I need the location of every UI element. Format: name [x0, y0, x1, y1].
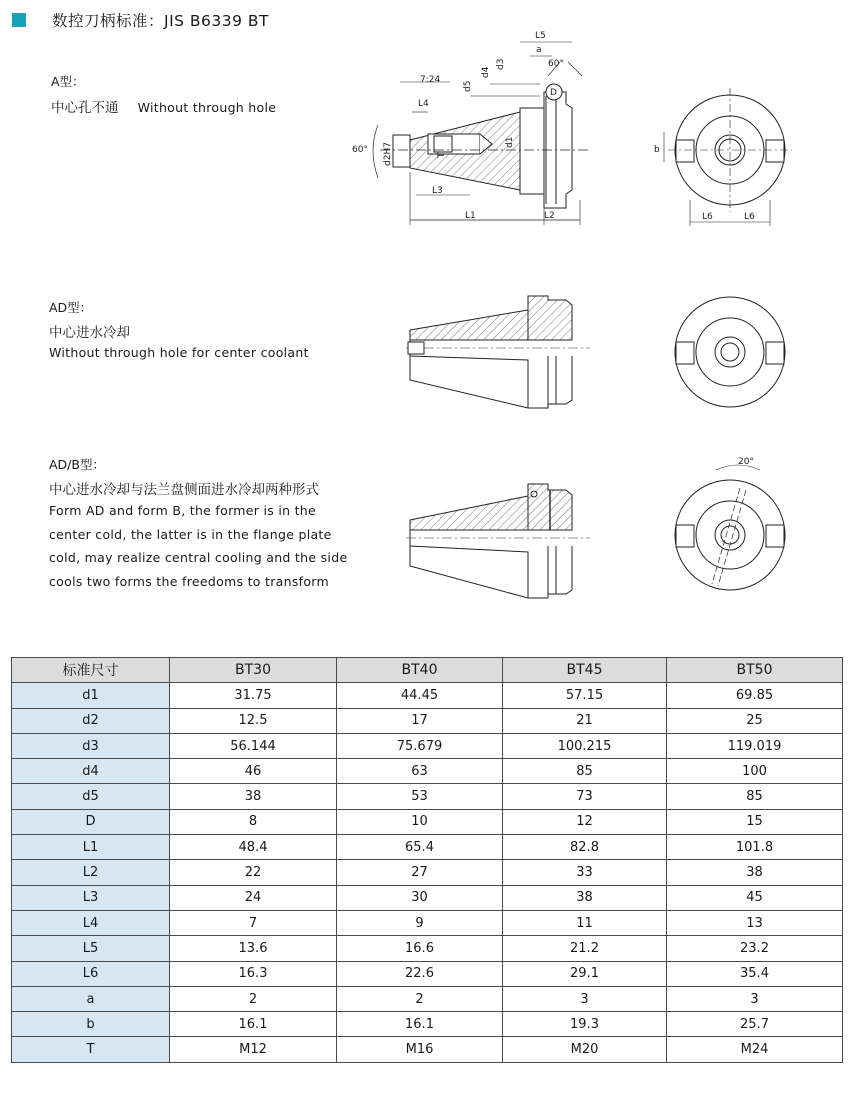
- value-cell: 48.4: [170, 835, 337, 860]
- value-cell: 9: [337, 910, 503, 935]
- param-cell: d5: [12, 784, 170, 809]
- value-cell: 21: [503, 708, 667, 733]
- value-cell: M16: [337, 1037, 503, 1062]
- value-cell: 16.1: [337, 1012, 503, 1037]
- b-label: b: [654, 145, 660, 155]
- param-cell: d4: [12, 759, 170, 784]
- value-cell: 85: [503, 759, 667, 784]
- param-cell: d3: [12, 733, 170, 758]
- value-cell: 63: [337, 759, 503, 784]
- value-cell: 73: [503, 784, 667, 809]
- param-cell: d2: [12, 708, 170, 733]
- table-row: [12, 936, 843, 961]
- value-cell: 44.45: [337, 683, 503, 708]
- column-header: BT30: [170, 658, 337, 683]
- table-row: [12, 885, 843, 910]
- d-label: D: [550, 88, 557, 98]
- page-title: 数控刀柄标准：JIS B6339 BT: [52, 12, 270, 30]
- value-cell: 22: [170, 860, 337, 885]
- value-cell: 85: [667, 784, 843, 809]
- value-cell: 7: [170, 910, 337, 935]
- adb-type-front-view: [675, 465, 785, 590]
- d5-label: d5: [463, 80, 473, 92]
- angle-label: 20°: [738, 457, 754, 467]
- l6-label: L6: [702, 212, 713, 222]
- ad-type-side-view: [406, 296, 590, 408]
- ad-type-front-view: [675, 297, 785, 407]
- value-cell: 23.2: [667, 936, 843, 961]
- section-adb-zh: 中心进水冷却与法兰盘侧面进水冷却两种形式: [49, 482, 319, 498]
- value-cell: 82.8: [503, 835, 667, 860]
- value-cell: 57.15: [503, 683, 667, 708]
- angle-label: 60°: [548, 59, 564, 69]
- value-cell: 38: [503, 885, 667, 910]
- section-ad-en: Without through hole for center coolant: [49, 345, 309, 360]
- a-label: a: [536, 45, 542, 55]
- value-cell: 24: [170, 885, 337, 910]
- l2-label: L2: [544, 211, 555, 221]
- value-cell: 16.3: [170, 961, 337, 986]
- value-cell: 46: [170, 759, 337, 784]
- table-row: [12, 683, 843, 708]
- taper-label: 7:24: [420, 75, 441, 85]
- value-cell: 100: [667, 759, 843, 784]
- value-cell: 38: [667, 860, 843, 885]
- value-cell: 8: [170, 809, 337, 834]
- value-cell: 2: [170, 986, 337, 1011]
- param-cell: L6: [12, 961, 170, 986]
- value-cell: 22.6: [337, 961, 503, 986]
- value-cell: 100.215: [503, 733, 667, 758]
- section-adb-en-line: cold, may realize central cooling and the side: [49, 550, 348, 565]
- value-cell: 38: [170, 784, 337, 809]
- a-type-front-labels: [654, 145, 755, 222]
- value-cell: 12.5: [170, 708, 337, 733]
- value-cell: 3: [667, 986, 843, 1011]
- table-row: [12, 961, 843, 986]
- t-label: T: [437, 152, 447, 158]
- value-cell: 53: [337, 784, 503, 809]
- column-header: BT40: [337, 658, 503, 683]
- table-body: [12, 683, 843, 1062]
- value-cell: 19.3: [503, 1012, 667, 1037]
- param-cell: d1: [12, 683, 170, 708]
- table-header-row: [12, 658, 843, 683]
- column-header: 标准尺寸: [12, 658, 170, 683]
- section-adb-en-line: cools two forms the freedoms to transform: [49, 573, 329, 589]
- l1-label: L1: [465, 211, 476, 221]
- param-cell: a: [12, 986, 170, 1011]
- table-row: [12, 784, 843, 809]
- value-cell: 15: [667, 809, 843, 834]
- value-cell: 3: [503, 986, 667, 1011]
- l4-label: L4: [418, 99, 429, 109]
- value-cell: 13: [667, 910, 843, 935]
- d3-label: d3: [496, 58, 506, 70]
- value-cell: 25: [667, 708, 843, 733]
- param-cell: L3: [12, 885, 170, 910]
- table-row: [12, 835, 843, 860]
- section-a-zh: 中心孔不通: [51, 100, 119, 116]
- section-ad-zh: 中心进水冷却: [49, 325, 130, 341]
- value-cell: 56.144: [170, 733, 337, 758]
- table-row: [12, 860, 843, 885]
- value-cell: 101.8: [667, 835, 843, 860]
- value-cell: M12: [170, 1037, 337, 1062]
- value-cell: M24: [667, 1037, 843, 1062]
- value-cell: 21.2: [503, 936, 667, 961]
- value-cell: 16.6: [337, 936, 503, 961]
- table-row: [12, 708, 843, 733]
- param-cell: L2: [12, 860, 170, 885]
- value-cell: 45: [667, 885, 843, 910]
- value-cell: 12: [503, 809, 667, 834]
- table-row: [12, 910, 843, 935]
- value-cell: 31.75: [170, 683, 337, 708]
- l3-label: L3: [432, 186, 443, 196]
- table-row: [12, 759, 843, 784]
- param-cell: T: [12, 1037, 170, 1062]
- param-cell: L1: [12, 835, 170, 860]
- value-cell: 25.7: [667, 1012, 843, 1037]
- adb-type-front-labels: [738, 457, 754, 467]
- column-header: BT50: [667, 658, 843, 683]
- angle-label: 60°: [352, 145, 368, 155]
- l5-label: L5: [535, 31, 546, 41]
- section-a-en: Without through hole: [137, 100, 277, 115]
- value-cell: M20: [503, 1037, 667, 1062]
- value-cell: 13.6: [170, 936, 337, 961]
- value-cell: 75.679: [337, 733, 503, 758]
- table-row: [12, 1012, 843, 1037]
- value-cell: 35.4: [667, 961, 843, 986]
- section-adb-en-line: center cold, the latter is in the flange plate: [49, 526, 332, 542]
- value-cell: 11: [503, 910, 667, 935]
- value-cell: 17: [337, 708, 503, 733]
- d1-label: d1: [505, 136, 515, 148]
- table-row: [12, 1037, 843, 1062]
- param-cell: D: [12, 809, 170, 834]
- section-adb-en-line: Form AD and form B, the former is in the: [49, 503, 317, 518]
- table-row: [12, 986, 843, 1011]
- param-cell: L4: [12, 910, 170, 935]
- column-header: BT45: [503, 658, 667, 683]
- value-cell: 33: [503, 860, 667, 885]
- a-type-front-view: [664, 88, 792, 226]
- value-cell: 2: [337, 986, 503, 1011]
- value-cell: 29.1: [503, 961, 667, 986]
- param-cell: b: [12, 1012, 170, 1037]
- value-cell: 10: [337, 809, 503, 834]
- spec-table: [11, 657, 843, 1063]
- section-a-label: A型：: [51, 74, 85, 89]
- table-row: [12, 809, 843, 834]
- section-adb-label: AD/B型：: [49, 457, 105, 472]
- adb-type-side-view: [406, 484, 590, 598]
- value-cell: 16.1: [170, 1012, 337, 1037]
- d2-label: d2H7: [383, 142, 393, 166]
- value-cell: 30: [337, 885, 503, 910]
- param-cell: L5: [12, 936, 170, 961]
- value-cell: 65.4: [337, 835, 503, 860]
- value-cell: 69.85: [667, 683, 843, 708]
- section-ad-label: AD型：: [49, 300, 93, 315]
- d4-label: d4: [481, 66, 491, 78]
- table-row: [12, 733, 843, 758]
- l6-label: L6: [744, 212, 755, 222]
- value-cell: 27: [337, 860, 503, 885]
- value-cell: 119.019: [667, 733, 843, 758]
